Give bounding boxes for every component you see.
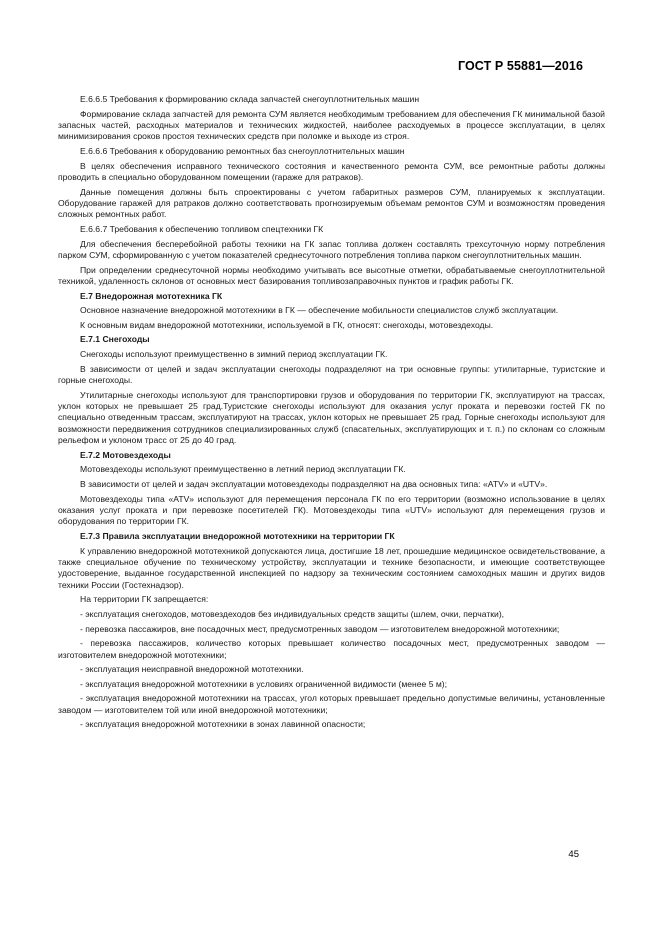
section-heading: Е.7.2 Мотовездеходы	[80, 449, 171, 460]
body-paragraph: К основным видам внедорожной мототехники, используемой в ГК, относят: снегоходы, мотовездеходы.	[80, 319, 494, 330]
body-paragraph: Данные помещения должны быть спроектированы с учетом габаритных размеров СУМ, планируемых к эксплуатации. Оборудование гаражей для ратраков должно соответствовать прогнозируемым объемам ремонтов СУМ и возможностям проведения сложных ремонтных работ.	[58, 186, 605, 220]
section-heading: Е.7.1 Снегоходы	[80, 334, 150, 345]
body-paragraph: В зависимости от целей и задач эксплуатации снегоходы подразделяют на три основные группы: утилитарные, туристские и горные снегоходы.	[58, 363, 605, 385]
body-paragraph: Формирование склада запчастей для ремонта СУМ является необходимым требованием для обеспечения ГК минимальной базой запасных частей, расходных материалов и технических жидкостей, наиболее расходуемых в процессе эксплуатации, в целях минимизирования сроков простоя технических средств при поломке и выходе из строя.	[58, 108, 605, 142]
subsection-heading: Е.6.6.6 Требования к оборудованию ремонтных баз снегоуплотнительных машин	[80, 146, 405, 156]
page-number: 45	[568, 849, 579, 860]
body-paragraph: Мотовездеходы типа «ATV» используют для перемещения персонала ГК по его территории (возможно использование в целях оказания услуг проката и при перевозке посетителей ГК). Мотовездеходы типа «UTV» используют для перемещения грузов и оборудования по территории ГК.	[58, 493, 605, 527]
list-item: - эксплуатация внедорожной мототехники на трассах, угол которых превышает предельно допустимые величины, установленные заводом — изготовителем той или иной внедорожной мототехники;	[58, 693, 605, 715]
body-paragraph: Утилитарные снегоходы используют для транспортировки грузов и оборудования по территории ГК, эксплуатируют на трассах, уклон которых не превышает 25 град.Туристские снегоходы используют для оказания услуг проката и перевозки гостей ГК по специально отведенным трассам, эксплуатируют на трассах, уклон которых не превышает 25 град. Горные снегоходы используют для возможности передвижения сотрудников специализированных служб (спасательных, эксплуатирующих и т. п.) по склонам со сложным рельефом и уклоном трасс от 25 до 40 град.	[58, 389, 605, 446]
subsection-heading: Е.6.6.7 Требования к обеспечению топливом спецтехники ГК	[80, 224, 324, 234]
body-paragraph: Мотовездеходы используют преимущественно в летний период эксплуатации ГК.	[80, 464, 406, 475]
section-heading: Е.7.3 Правила эксплуатации внедорожной мототехники на территории ГК	[80, 530, 395, 541]
list-item: - перевозка пассажиров, вне посадочных мест, предусмотренных заводом — изготовителем внедорожной мототехники;	[80, 623, 560, 634]
subsection-heading: Е.6.6.5 Требования к формированию склада запчастей снегоуплотнительных машин	[80, 94, 420, 104]
document-code-header: ГОСТ Р 55881—2016	[457, 59, 583, 73]
body-paragraph: Снегоходы используют преимущественно в зимний период эксплуатации ГК.	[80, 348, 388, 359]
body-paragraph: Для обеспечения бесперебойной работы техники на ГК запас топлива должен составлять трехсуточную норму потребления парком СУМ, сформированную с учетом показателей среднесуточного потребления топлива парком снегоуплотнительных машин.	[58, 238, 605, 260]
section-heading: Е.7 Внедорожная мототехника ГК	[80, 290, 223, 301]
document-body	[58, 94, 605, 734]
list-item: - эксплуатация внедорожной мототехники в зонах лавинной опасности;	[80, 719, 366, 730]
list-item: - эксплуатация внедорожной мототехники в условиях ограниченной видимости (менее 5 м);	[80, 678, 448, 689]
body-paragraph: В зависимости от целей и задач эксплуатации мотовездеходы подразделяют на два основных типа: «ATV» и «UTV».	[80, 478, 548, 489]
list-item: - эксплуатация снегоходов, мотовездеходов без индивидуальных средств защиты (шлем, очки, перчатки),	[80, 608, 505, 619]
list-item: - эксплуатация неисправной внедорожной мототехники.	[80, 664, 304, 675]
body-paragraph: К управлению внедорожной мототехникой допускаются лица, достигшие 18 лет, прошедшие медицинское освидетельствование, а также специальное обучение по техническому устройству, эксплуатации и технике безопасности, и имеющие соответствующее удостоверение, выданное государственной инспекцией по надзору за техническим состоянием самоходных машин и других видов техники России (Гостехнадзор).	[58, 545, 605, 590]
list-item: - перевозка пассажиров, количество которых превышает количество посадочных мест, предусмотренных заводом — изготовителем внедорожной мототехники;	[58, 638, 605, 660]
body-paragraph: При определении среднесуточной нормы необходимо учитывать все высотные отметки, обрабатываемые снегоуплотнительной техникой, удаленность склонов от основных мест базирования топливозаправочных пунктов и график работы ГК.	[58, 264, 605, 286]
body-paragraph: В целях обеспечения исправного технического состояния и качественного ремонта СУМ, все ремонтные работы должны проводить в специально оборудованном помещении (гараже для ратраков).	[58, 160, 605, 182]
body-paragraph: Основное назначение внедорожной мототехники в ГК — обеспечение мобильности специалистов служб эксплуатации.	[80, 305, 559, 316]
body-paragraph: На территории ГК запрещается:	[80, 594, 209, 605]
